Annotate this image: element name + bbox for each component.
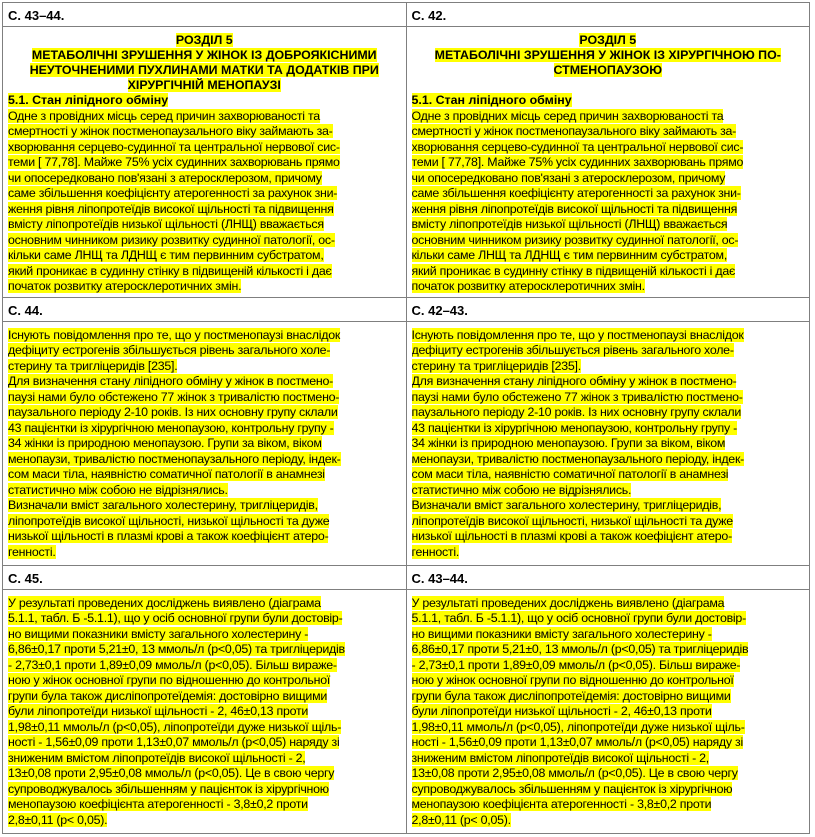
text-line bbox=[412, 359, 805, 375]
text-line bbox=[8, 452, 401, 468]
text-line bbox=[8, 390, 401, 406]
text-line bbox=[412, 279, 805, 295]
text-line bbox=[412, 751, 805, 767]
text-line bbox=[412, 658, 805, 674]
text-line bbox=[412, 109, 805, 125]
highlighted-text: менопаузою коефіцієнта атерогенності - 3,8±0,2 проти bbox=[8, 797, 308, 811]
page-ref-cell bbox=[3, 3, 407, 27]
text-line bbox=[8, 514, 401, 530]
highlighted-text: генності. bbox=[411, 544, 460, 559]
text-line bbox=[8, 813, 401, 829]
highlighted-text: 2,8±0,11 (p< 0,05). bbox=[8, 812, 108, 827]
highlighted-text: сом маси тіла, наявністю соматичної патології в анамнезі bbox=[411, 467, 729, 481]
text-line bbox=[412, 766, 805, 782]
text-line bbox=[8, 735, 401, 751]
highlighted-text: Одне з провідних місць серед причин захворюваності та bbox=[411, 108, 724, 123]
text-line bbox=[412, 248, 805, 264]
highlighted-text: Для визначення стану ліпідного обміну у жінок в постмено- bbox=[411, 374, 737, 388]
highlighted-text: менопаузи, тривалістю постменопаузального періоду, індек- bbox=[411, 451, 744, 466]
text-line bbox=[8, 611, 401, 627]
section-title-line: ХІРУРГІЧНІЙ МЕНОПАУЗІ bbox=[127, 78, 281, 92]
highlighted-text: ною у жінок основної групи по відношенню до контрольної bbox=[411, 673, 734, 687]
page-ref-cell bbox=[406, 3, 810, 27]
text-line bbox=[412, 328, 805, 344]
page-ref: С. 42. bbox=[411, 8, 447, 23]
paragraph bbox=[8, 328, 401, 561]
highlighted-text: початок розвитку атеросклеротичних змін. bbox=[411, 279, 645, 293]
highlighted-text: паузі нами було обстежено 77 жінок з тривалістю постмено- bbox=[8, 389, 340, 404]
page-ref: С. 45. bbox=[8, 570, 43, 586]
page-ref-cell bbox=[3, 565, 407, 589]
text-line bbox=[8, 171, 401, 187]
highlighted-text: хворювання серцево-судинної та центральної нервової сис- bbox=[8, 139, 340, 154]
text-line bbox=[8, 596, 401, 612]
text-line bbox=[8, 689, 401, 705]
text-line bbox=[412, 673, 805, 689]
text-line bbox=[8, 374, 401, 390]
text-line bbox=[412, 124, 805, 140]
paragraph bbox=[8, 109, 401, 295]
highlighted-text: були ліпопротеїди низької щільності - 2, 46±0,13 проти bbox=[411, 704, 712, 718]
section-label: РОЗДІЛ 5 bbox=[175, 33, 233, 47]
text-line bbox=[412, 467, 805, 483]
text-line bbox=[8, 704, 401, 720]
highlighted-text: супроводжувалось збільшенням у пацієнток із хірургічною bbox=[8, 781, 329, 796]
text-line bbox=[412, 545, 805, 561]
text-line bbox=[8, 186, 401, 202]
highlighted-text: 2,8±0,11 (p< 0,05). bbox=[411, 812, 511, 827]
highlighted-text: групи була також дисліпопротеїдемія: достовірно вищими bbox=[8, 688, 328, 703]
highlighted-text: Визначали вміст загального холестерину, тригліцеридів, bbox=[411, 498, 722, 512]
highlighted-text: теми [ 77,78]. Майже 75% усіх судинних захворювань прямо bbox=[8, 155, 340, 169]
highlighted-text: статистично між собою не відрізнялись. bbox=[8, 482, 228, 497]
page-ref-cell bbox=[406, 565, 810, 589]
highlighted-text: вмісту ліпопротеїдів низької щільності (ЛНЩ) вважається bbox=[411, 217, 728, 231]
section-title-line: НЕУТОЧНЕНИМИ ПУХЛИНАМИ МАТКИ ТА ДОДАТКІВ ПРИ bbox=[29, 63, 379, 77]
highlighted-text: 6,86±0,17 проти 5,21±0, 13 ммоль/л (p<0,05) та тригліцеридів bbox=[8, 642, 345, 656]
highlighted-text: який проникає в судинну стінку в підвищеній кількості і дає bbox=[8, 263, 332, 278]
highlighted-text: 34 жінки із природною менопаузою. Групи за віком, віком bbox=[8, 436, 322, 450]
highlighted-text: ності - 1,56±0,09 проти 1,13±0,07 ммоль/л (p<0,05) наряду зі bbox=[8, 735, 340, 749]
text-line bbox=[8, 529, 401, 545]
highlighted-text: менопаузи, тривалістю постменопаузального періоду, індек- bbox=[8, 451, 341, 466]
text-line bbox=[412, 217, 805, 233]
text-line bbox=[412, 611, 805, 627]
text-line bbox=[412, 704, 805, 720]
text-line bbox=[8, 343, 401, 359]
text-line bbox=[412, 436, 805, 452]
highlighted-text: смертності у жінок постменопаузального віку займають за- bbox=[8, 124, 333, 138]
text-line bbox=[412, 813, 805, 829]
text-line bbox=[412, 374, 805, 390]
text-line bbox=[412, 140, 805, 156]
highlighted-text: паузі нами було обстежено 77 жінок з тривалістю постмено- bbox=[411, 389, 743, 404]
text-line bbox=[8, 642, 401, 658]
highlighted-text: ження рівня ліпопротеїдів високої щільності та підвищення bbox=[411, 201, 738, 216]
text-line bbox=[412, 529, 805, 545]
highlighted-text: низької щільності в плазмі крові а також коефіцієнт атеро- bbox=[8, 529, 329, 543]
text-line bbox=[8, 797, 401, 813]
highlighted-text: 5.1.1, табл. Б -5.1.1), що у осіб основної групи були достовір- bbox=[8, 611, 343, 625]
highlighted-text: генності. bbox=[8, 544, 56, 559]
text-line bbox=[8, 140, 401, 156]
text-line bbox=[8, 328, 401, 344]
highlighted-text: дефіциту естрогенів збільшується рівень загального холе- bbox=[8, 343, 331, 357]
text-line bbox=[8, 124, 401, 140]
text-line bbox=[8, 279, 401, 295]
page-ref: С. 42–43. bbox=[411, 302, 468, 318]
text-line bbox=[8, 627, 401, 643]
section-title-line: МЕТАБОЛІЧНІ ЗРУШЕННЯ У ЖІНОК ІЗ ХІРУРГІЧНОЮ ПО- bbox=[434, 48, 781, 62]
text-line bbox=[8, 436, 401, 452]
text-line bbox=[8, 359, 401, 375]
highlighted-text: Існують повідомлення про те, що у постменопаузі внаслідок bbox=[411, 327, 744, 342]
text-line bbox=[412, 390, 805, 406]
text-cell-right bbox=[406, 589, 810, 833]
text-line bbox=[8, 109, 401, 125]
highlighted-text: менопаузою коефіцієнта атерогенності - 3,8±0,2 проти bbox=[411, 797, 712, 811]
text-line bbox=[412, 186, 805, 202]
highlighted-text: ною у жінок основної групи по відношенню до контрольної bbox=[8, 673, 331, 687]
highlighted-text: - 2,73±0,1 проти 1,89±0,09 ммоль/л (p<0,05). Більш вираже- bbox=[411, 657, 741, 672]
text-line bbox=[412, 264, 805, 280]
text-line bbox=[412, 797, 805, 813]
highlighted-text: низької щільності в плазмі крові а також коефіцієнт атеро- bbox=[411, 529, 732, 543]
highlighted-text: 6,86±0,17 проти 5,21±0, 13 ммоль/л (p<0,05) та тригліцеридів bbox=[411, 642, 749, 656]
text-cell-right bbox=[406, 321, 810, 565]
highlighted-text: дефіциту естрогенів збільшується рівень загального холе- bbox=[411, 343, 734, 357]
highlighted-text: початок розвитку атеросклеротичних змін. bbox=[8, 279, 242, 293]
highlighted-text: Одне з провідних місць серед причин захворюваності та bbox=[8, 108, 320, 123]
highlighted-text: групи була також дисліпопротеїдемія: достовірно вищими bbox=[411, 688, 731, 703]
text-line bbox=[412, 689, 805, 705]
paragraph bbox=[8, 596, 401, 829]
text-line bbox=[8, 498, 401, 514]
text-line bbox=[8, 766, 401, 782]
text-line bbox=[412, 498, 805, 514]
text-line bbox=[412, 782, 805, 798]
table-row bbox=[3, 27, 810, 298]
highlighted-text: чи опосередковано пов'язані з атеросклерозом, причому bbox=[411, 170, 726, 185]
text-line bbox=[8, 658, 401, 674]
text-line bbox=[8, 545, 401, 561]
highlighted-text: супроводжувалось збільшенням у пацієнток із хірургічною bbox=[411, 781, 733, 796]
highlighted-text: статистично між собою не відрізнялись. bbox=[411, 482, 632, 497]
text-line bbox=[8, 751, 401, 767]
highlighted-text: основним чинником ризику розвитку судинної патології, ос- bbox=[8, 232, 335, 247]
highlighted-text: кільки саме ЛНЩ та ЛДНЩ є тим первинним субстратом, bbox=[411, 248, 728, 262]
highlighted-text: 43 пацієнтки із хірургічною менопаузою, контрольну групу - bbox=[8, 420, 334, 435]
text-line bbox=[412, 642, 805, 658]
page-ref-cell bbox=[3, 297, 407, 321]
text-cell-left bbox=[3, 27, 407, 298]
text-line bbox=[8, 782, 401, 798]
highlighted-text: Для визначення стану ліпідного обміну у жінок в постмено- bbox=[8, 374, 333, 388]
text-line bbox=[8, 673, 401, 689]
text-line bbox=[412, 171, 805, 187]
text-cell-left bbox=[3, 589, 407, 833]
text-line bbox=[8, 217, 401, 233]
highlighted-text: 13±0,08 проти 2,95±0,08 ммоль/л (p<0,05). Це в свою чергу bbox=[8, 766, 335, 780]
text-cell-left bbox=[3, 321, 407, 565]
page-ref-cell bbox=[406, 297, 810, 321]
paragraph bbox=[412, 596, 805, 829]
highlighted-text: паузального періоду 2-10 років. Із них основну групу склали bbox=[8, 405, 338, 419]
highlighted-text: 13±0,08 проти 2,95±0,08 ммоль/л (p<0,05). Це в свою чергу bbox=[411, 766, 738, 780]
highlighted-text: Існують повідомлення про те, що у постменопаузі внаслідок bbox=[8, 327, 341, 342]
text-line bbox=[412, 202, 805, 218]
highlighted-text: саме збільшення коефіцієнту атерогенності за рахунок зни- bbox=[411, 186, 741, 200]
section-title-line: СТМЕНОПАУЗОЮ bbox=[553, 63, 662, 77]
text-cell-right bbox=[406, 27, 810, 298]
highlighted-text: ності - 1,56±0,09 проти 1,13±0,07 ммоль/л (p<0,05) наряду зі bbox=[411, 735, 743, 749]
text-line bbox=[412, 514, 805, 530]
highlighted-text: паузального періоду 2-10 років. Із них основну групу склали bbox=[411, 405, 742, 419]
highlighted-text: Визначали вміст загального холестерину, тригліцеридів, bbox=[8, 498, 318, 512]
highlighted-text: сом маси тіла, наявністю соматичної патології в анамнезі bbox=[8, 467, 325, 481]
highlighted-text: який проникає в судинну стінку в підвищеній кількості і дає bbox=[411, 263, 736, 278]
highlighted-text: - 2,73±0,1 проти 1,89±0,09 ммоль/л (p<0,05). Більш виражe- bbox=[8, 657, 337, 672]
page-ref: С. 43–44. bbox=[411, 570, 468, 586]
text-line bbox=[412, 627, 805, 643]
paragraph bbox=[412, 328, 805, 561]
highlighted-text: 1,98±0,11 ммоль/л (p<0,05), ліпопротеїди дуже низької щіль- bbox=[8, 719, 342, 734]
text-line bbox=[412, 233, 805, 249]
page-ref: С. 43–44. bbox=[8, 8, 65, 23]
subheading: 5.1. Стан ліпідного обміну bbox=[8, 93, 169, 107]
highlighted-text: саме збільшення коефіцієнту атерогенності за рахунок зни- bbox=[8, 186, 338, 200]
text-line bbox=[412, 596, 805, 612]
text-line bbox=[8, 264, 401, 280]
highlighted-text: вмісту ліпопротеїдів низької щільності (ЛНЩ) вважається bbox=[8, 217, 324, 231]
paragraph bbox=[412, 109, 805, 295]
highlighted-text: 1,98±0,11 ммоль/л (p<0,05), ліпопротеїди дуже низької щіль- bbox=[411, 719, 745, 734]
highlighted-text: но вищими показники вмісту загального холестерину - bbox=[411, 626, 712, 641]
highlighted-text: У результаті проведених досліджень виявлено (діаграма bbox=[8, 595, 321, 610]
text-line bbox=[412, 405, 805, 421]
highlighted-text: стерину та тригліцеридів [235]. bbox=[411, 358, 581, 373]
text-line bbox=[412, 735, 805, 751]
text-line bbox=[8, 421, 401, 437]
text-line bbox=[8, 155, 401, 171]
text-line bbox=[412, 483, 805, 499]
text-line bbox=[412, 452, 805, 468]
section-title-line: МЕТАБОЛІЧНІ ЗРУШЕННЯ У ЖІНОК ІЗ ДОБРОЯКІСНИМИ bbox=[31, 48, 377, 62]
highlighted-text: чи опосередковано пов'язані з атеросклерозом, причому bbox=[8, 170, 322, 185]
text-line bbox=[8, 405, 401, 421]
text-line bbox=[8, 720, 401, 736]
section-label: РОЗДІЛ 5 bbox=[579, 33, 637, 47]
highlighted-text: стерину та тригліцеридів [235]. bbox=[8, 358, 178, 373]
highlighted-text: ліпопротеїдів високої щільності, низької щільності та дуже bbox=[8, 513, 330, 528]
table-row bbox=[3, 589, 810, 833]
text-line bbox=[8, 202, 401, 218]
text-line bbox=[412, 421, 805, 437]
highlighted-text: ліпопротеїдів високої щільності, низької щільності та дуже bbox=[411, 513, 733, 528]
highlighted-text: смертності у жінок постменопаузального віку займають за- bbox=[411, 124, 737, 138]
table-row bbox=[3, 565, 810, 589]
text-line bbox=[8, 467, 401, 483]
highlighted-text: 34 жінки із природною менопаузою. Групи за віком, віком bbox=[411, 436, 726, 450]
text-line bbox=[8, 233, 401, 249]
text-line bbox=[412, 720, 805, 736]
highlighted-text: були ліпопротеїди низької щільності - 2, 46±0,13 проти bbox=[8, 704, 309, 718]
text-line bbox=[412, 343, 805, 359]
highlighted-text: но вищими показники вмісту загального холестерину - bbox=[8, 626, 309, 641]
page-ref: С. 44. bbox=[8, 302, 43, 318]
highlighted-text: ження рівня ліпопротеїдів високої щільності та підвищення bbox=[8, 201, 334, 216]
table-row bbox=[3, 297, 810, 321]
text-line bbox=[8, 248, 401, 264]
highlighted-text: 43 пацієнтки із хірургічною менопаузою, контрольну групу - bbox=[411, 420, 738, 435]
highlighted-text: основним чинником ризику розвитку судинної патології, ос- bbox=[411, 232, 739, 247]
text-line bbox=[412, 155, 805, 171]
highlighted-text: У результаті проведених досліджень виявлено (діаграма bbox=[411, 595, 725, 610]
text-line bbox=[8, 483, 401, 499]
highlighted-text: хворювання серцево-судинної та центральної нервової сис- bbox=[411, 139, 744, 154]
highlighted-text: зниженим вмістом ліпопротеїдів високої щільності - 2, bbox=[411, 750, 709, 765]
highlighted-text: кільки саме ЛНЩ та ЛДНЩ є тим первинним субстратом, bbox=[8, 248, 324, 262]
highlighted-text: зниженим вмістом ліпопротеїдів високої щільності - 2, bbox=[8, 750, 306, 765]
subheading: 5.1. Стан ліпідного обміну bbox=[411, 93, 572, 107]
table-row bbox=[3, 321, 810, 565]
highlighted-text: теми [ 77,78]. Майже 75% усіх судинних захворювань прямо bbox=[411, 155, 744, 169]
table-row bbox=[3, 3, 810, 27]
highlighted-text: 5.1.1, табл. Б -5.1.1), що у осіб основної групи були достовір- bbox=[411, 611, 746, 625]
comparison-table bbox=[2, 2, 810, 834]
